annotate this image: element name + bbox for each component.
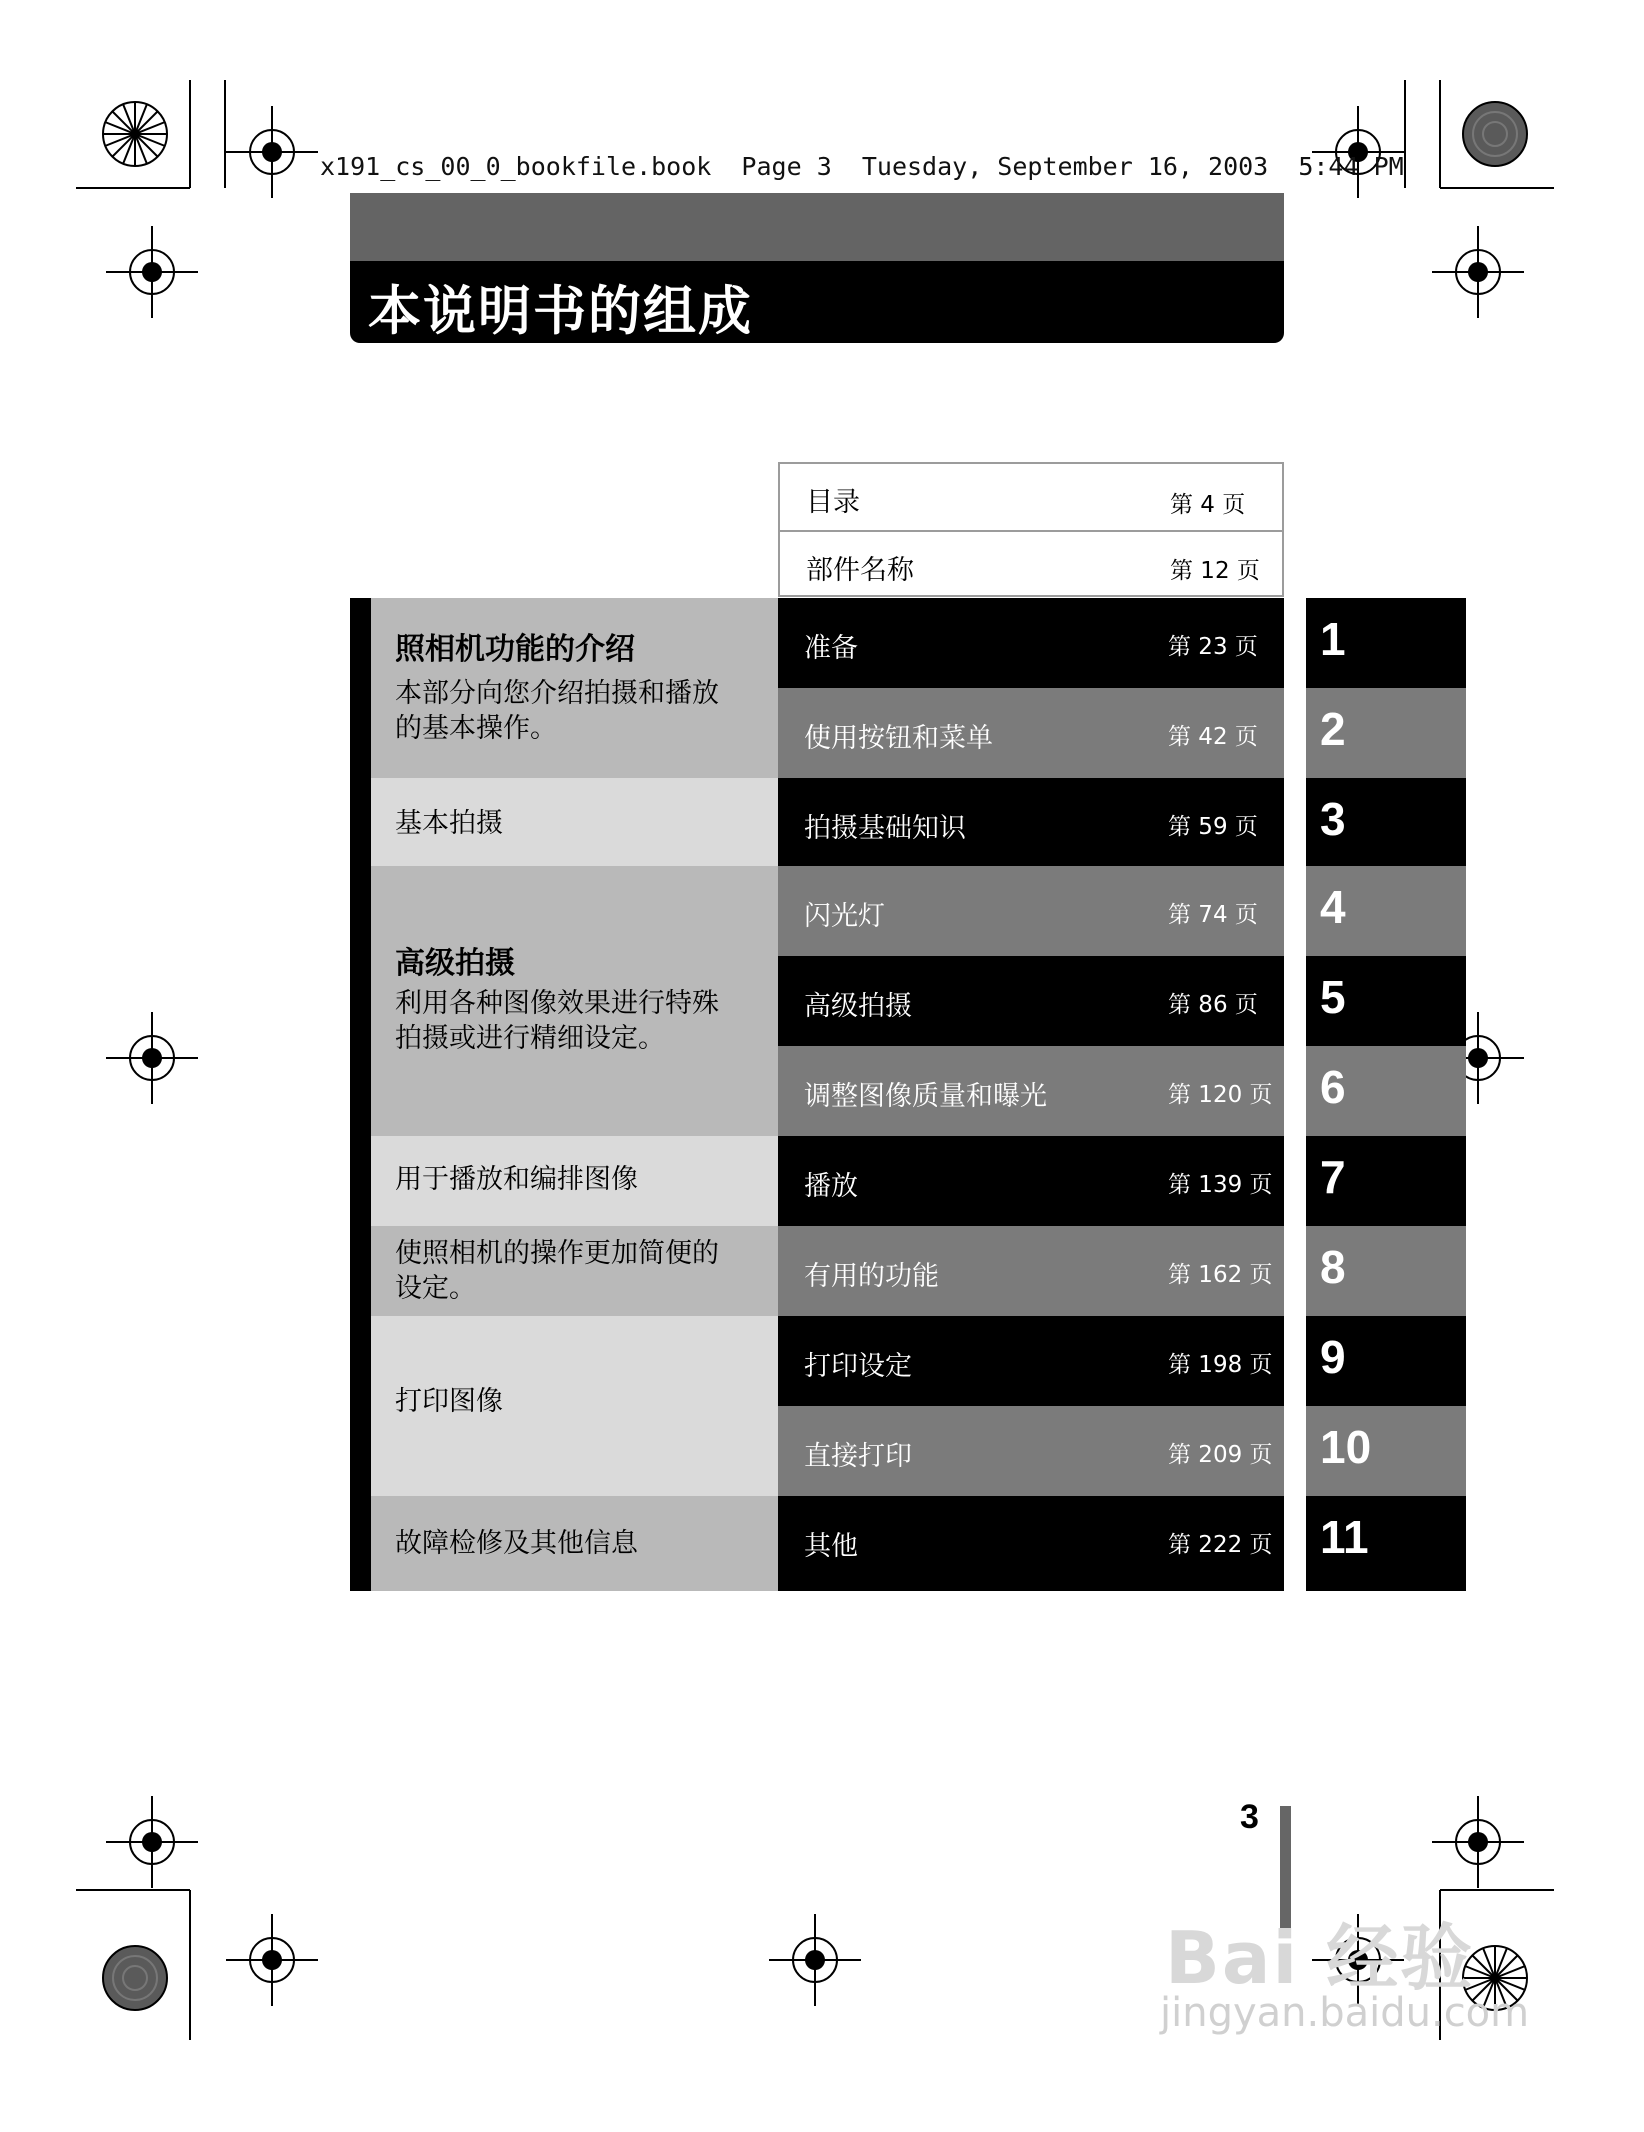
print-header: x191_cs_00_0_bookfile.book Page 3 Tuesday, September 16, 2003 5:44 PM (320, 152, 1404, 181)
chapter-number: 6 (1320, 1061, 1346, 1113)
toc-row-parts[interactable] (780, 530, 1282, 598)
section-desc: 利用各种图像效果进行特殊 拍摄或进行精细设定。 (395, 988, 719, 1054)
chapter-row[interactable] (778, 688, 1284, 778)
toc-label: 部件名称 (806, 555, 914, 586)
chapter-number: 11 (1320, 1511, 1369, 1563)
chapter-tab[interactable] (1306, 1226, 1466, 1316)
section-desc: 本部分向您介绍拍摄和播放 的基本操作。 (395, 678, 719, 744)
chapter-label: 有用的功能 (804, 1261, 939, 1292)
chapter-number: 3 (1320, 793, 1346, 845)
title-bar (350, 261, 1284, 343)
chapter-label: 拍摄基础知识 (804, 813, 966, 844)
chapter-page: 第 209 页 (1168, 1442, 1273, 1468)
chapter-label: 直接打印 (804, 1441, 912, 1472)
section-title: 高级拍摄 (395, 946, 515, 981)
section-desc: 打印图像 (395, 1386, 503, 1417)
chapter-row[interactable] (778, 1226, 1284, 1316)
chapter-row[interactable] (778, 1316, 1284, 1406)
chapter-row[interactable] (778, 1496, 1284, 1591)
chapter-page: 第 139 页 (1168, 1172, 1273, 1198)
chapter-number: 9 (1320, 1331, 1346, 1383)
section-print (371, 1316, 778, 1496)
chapter-tab[interactable] (1306, 688, 1466, 778)
chapter-tab[interactable] (1306, 956, 1466, 1046)
chapter-page: 第 23 页 (1168, 634, 1258, 660)
section-desc: 用于播放和编排图像 (395, 1164, 638, 1195)
chapter-row[interactable] (778, 1136, 1284, 1226)
chapter-page: 第 222 页 (1168, 1532, 1273, 1558)
chapter-number: 8 (1320, 1241, 1346, 1293)
section-settings (371, 1226, 778, 1316)
watermark-url: jingyan.baidu.com (1160, 1990, 1530, 2036)
chapter-number: 2 (1320, 703, 1346, 755)
chapter-number: 10 (1320, 1421, 1372, 1473)
section-title: 照相机功能的介绍 (395, 632, 635, 667)
chapter-row[interactable] (778, 1406, 1284, 1496)
section-desc: 基本拍摄 (395, 808, 503, 839)
chapter-number: 1 (1320, 613, 1346, 665)
chapter-label: 播放 (804, 1171, 858, 1202)
toc-label: 目录 (806, 487, 860, 518)
chapter-label: 调整图像质量和曝光 (804, 1081, 1047, 1112)
chapter-tab[interactable] (1306, 1136, 1466, 1226)
chapter-page: 第 120 页 (1168, 1082, 1273, 1108)
section-intro (371, 598, 778, 778)
chapter-tab[interactable] (1306, 1406, 1466, 1496)
section-playback (371, 1136, 778, 1226)
chapter-label: 准备 (804, 633, 858, 664)
chapter-page: 第 42 页 (1168, 724, 1258, 750)
chapter-number: 5 (1320, 971, 1346, 1023)
chapter-row[interactable] (778, 866, 1284, 956)
section-basic (371, 778, 778, 866)
chapter-tab[interactable] (1306, 866, 1466, 956)
chapter-tab[interactable] (1306, 1316, 1466, 1406)
chapter-label: 其他 (804, 1531, 858, 1562)
section-troubleshoot (371, 1496, 778, 1591)
page-title: 本说明书的组成 (368, 281, 753, 342)
chapter-tab[interactable] (1306, 1046, 1466, 1136)
chapter-label: 闪光灯 (804, 901, 885, 932)
chapter-number: 7 (1320, 1151, 1346, 1203)
chapter-label: 使用按钮和菜单 (804, 723, 993, 754)
chapter-label: 打印设定 (804, 1351, 912, 1382)
watermark-logo: Bai 经验 (1165, 1916, 1475, 2000)
chapter-row[interactable] (778, 956, 1284, 1046)
title-band (350, 193, 1284, 261)
chapter-label: 高级拍摄 (804, 991, 912, 1022)
toc-page: 第 12 页 (1170, 558, 1260, 584)
chapter-page: 第 198 页 (1168, 1352, 1273, 1378)
chapter-row[interactable] (778, 598, 1284, 688)
section-desc: 故障检修及其他信息 (395, 1528, 638, 1559)
chapter-row[interactable] (778, 778, 1284, 868)
page-number: 3 (1240, 1798, 1259, 1836)
chapter-page: 第 74 页 (1168, 902, 1258, 928)
chapter-row[interactable] (778, 1046, 1284, 1136)
toc-page: 第 4 页 (1170, 492, 1246, 518)
toc-box (778, 462, 1284, 597)
chapter-tab[interactable] (1306, 778, 1466, 868)
section-advanced (371, 866, 778, 1136)
toc-row-contents[interactable] (780, 464, 1282, 530)
chapter-tab[interactable] (1306, 598, 1466, 688)
chapter-page: 第 59 页 (1168, 814, 1258, 840)
left-accent-bar (350, 598, 371, 1591)
section-desc: 使照相机的操作更加简便的 设定。 (395, 1238, 719, 1304)
chapter-page: 第 86 页 (1168, 992, 1258, 1018)
chapter-number: 4 (1320, 881, 1346, 933)
chapter-tab[interactable] (1306, 1496, 1466, 1591)
chapter-page: 第 162 页 (1168, 1262, 1273, 1288)
